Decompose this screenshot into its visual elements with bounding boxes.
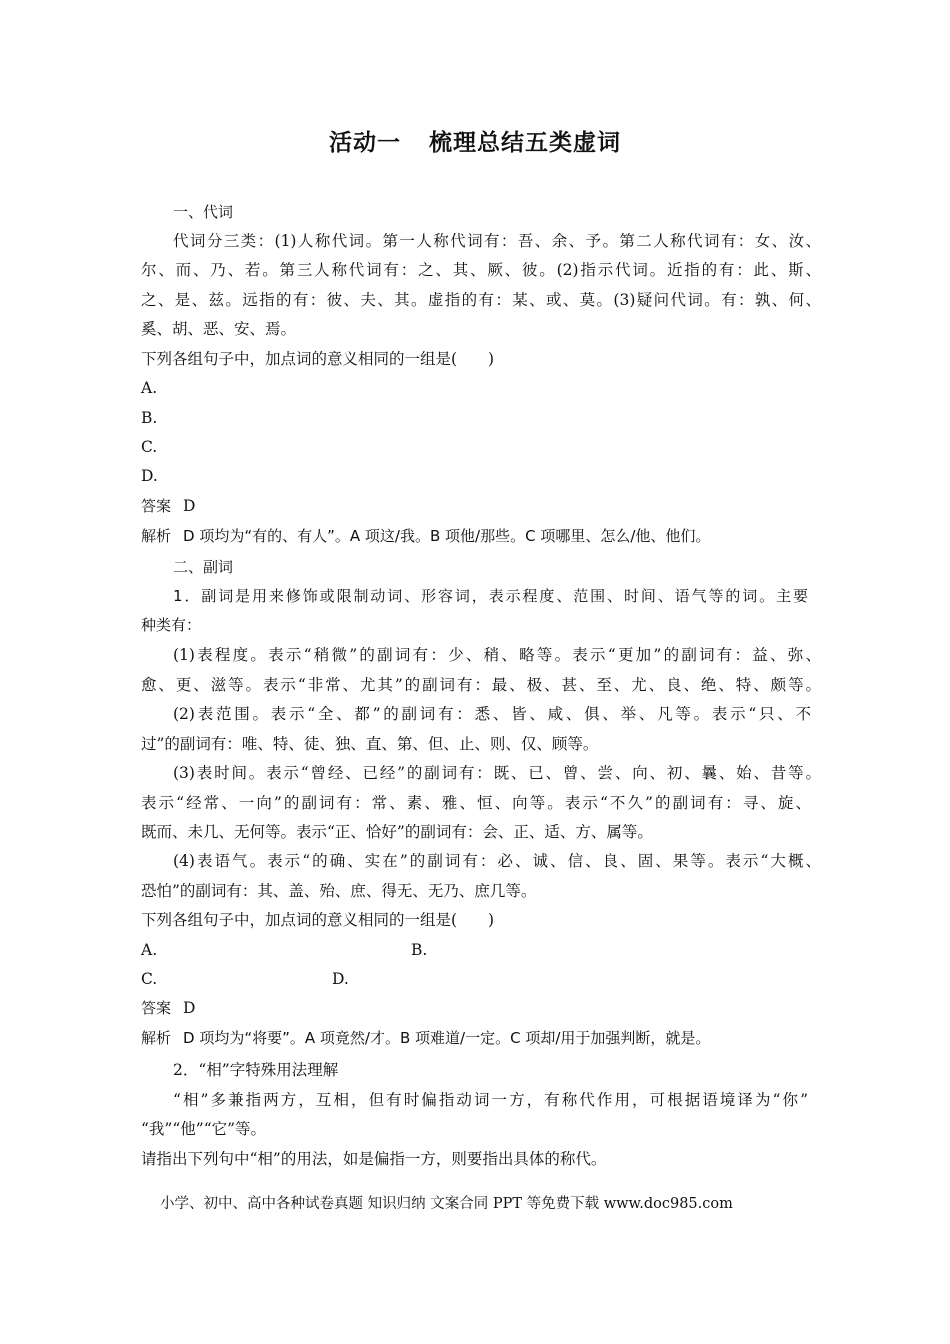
- option-b: B.: [411, 941, 428, 959]
- question-stem: 下列各组句子中，加点词的意义相同的一组是( ): [141, 911, 495, 929]
- option-a: A.: [141, 379, 158, 397]
- section-heading-pronoun: 一、代词: [173, 203, 234, 221]
- option-c: C.: [141, 438, 158, 456]
- paragraph-line: 表示“经常、一向”的副词有：常、素、雅、恒、向等。表示“不久”的副词有：寻、旋、: [141, 794, 811, 812]
- paragraph-line: 之、是、兹。远指的有：彼、夫、其。虚指的有：某、或、莫。(3)疑问代词。有：孰、何、: [141, 291, 821, 309]
- paragraph-line: (2)表范围。表示“全、都”的副词有：悉、皆、咸、俱、举、凡等。表示“只、不: [173, 705, 811, 723]
- paragraph-line: “相”多兼指两方，互相，但有时偏指动词一方，有称代作用，可根据语境译为“你”: [173, 1091, 808, 1109]
- answer-label: 答案: [141, 497, 172, 515]
- option-a: A.: [141, 941, 158, 959]
- option-d: D.: [332, 970, 349, 988]
- analysis-text: D 项均为“将要”。A 项竟然/才。B 项难道/一定。C 项却/用于加强判断，就是。: [183, 1029, 711, 1047]
- paragraph-line: 1．副词是用来修饰或限制动词、形容词，表示程度、范围、时间、语气等的词。主要: [173, 587, 808, 605]
- page-title: 活动一 梳理总结五类虚词: [329, 130, 621, 156]
- paragraph-line: 恐怕”的副词有：其、盖、殆、庶、得无、无乃、庶几等。: [141, 882, 537, 900]
- paragraph-line: 尔、而、乃、若。第三人称代词有：之、其、厥、彼。(2)指示代词。近指的有：此、斯、: [141, 261, 821, 279]
- analysis-label: 解析: [141, 1029, 172, 1047]
- paragraph-line: “我”“他”“它”等。: [141, 1120, 267, 1138]
- answer-value: D: [183, 999, 196, 1017]
- answer-line: [141, 998, 821, 1018]
- paragraph-line: (4)表语气。表示“的确、实在”的副词有：必、诚、信、良、固、果等。表示“大概、: [173, 852, 821, 870]
- paragraph-line: 过”的副词有：唯、特、徒、独、直、第、但、止、则、仅、顾等。: [141, 735, 599, 753]
- paragraph-line: 代词分三类：(1)人称代词。第一人称代词有：吾、余、予。第二人称代词有：女、汝、: [173, 232, 821, 250]
- paragraph-line: (3)表时间。表示“曾经、已经”的副词有：既、已、曾、尝、向、初、曩、始、昔等。: [173, 764, 821, 782]
- paragraph-line: 种类有：: [141, 616, 202, 634]
- analysis-text: D 项均为“有的、有人”。A 项这/我。B 项他/那些。C 项哪里、怎么/他、他们。: [183, 527, 711, 545]
- answer-line: [141, 496, 821, 516]
- page-footer: 小学、初中、高中各种试卷真题 知识归纳 文案合同 PPT 等免费下载 www.doc985.com: [160, 1196, 733, 1212]
- option-c: C.: [141, 970, 158, 988]
- analysis-line: [141, 1028, 821, 1048]
- paragraph-line: 既而、未几、无何等。表示“正、恰好”的副词有：会、正、适、方、属等。: [141, 823, 653, 841]
- option-b: B.: [141, 409, 158, 427]
- question-stem: 下列各组句子中，加点词的意义相同的一组是( ): [141, 350, 495, 368]
- paragraph-line: 请指出下列句中“相”的用法，如是偏指一方，则要指出具体的称代。: [141, 1150, 607, 1168]
- option-d: D.: [141, 467, 158, 485]
- answer-value: D: [183, 497, 196, 515]
- paragraph-line: 愈、更、滋等。表示“非常、尤其”的副词有：最、极、甚、至、尤、良、绝、特、颇等。: [141, 676, 821, 694]
- answer-label: 答案: [141, 999, 172, 1017]
- paragraph-line: 奚、胡、恶、安、焉。: [141, 320, 297, 338]
- section-heading-adverb: 二、副词: [173, 558, 234, 576]
- subsection-heading: 2．“相”字特殊用法理解: [173, 1061, 339, 1079]
- paragraph-line: (1)表程度。表示“稍微”的副词有：少、稍、略等。表示“更加”的副词有：益、弥、: [173, 646, 821, 664]
- analysis-line: [141, 526, 821, 546]
- analysis-label: 解析: [141, 527, 172, 545]
